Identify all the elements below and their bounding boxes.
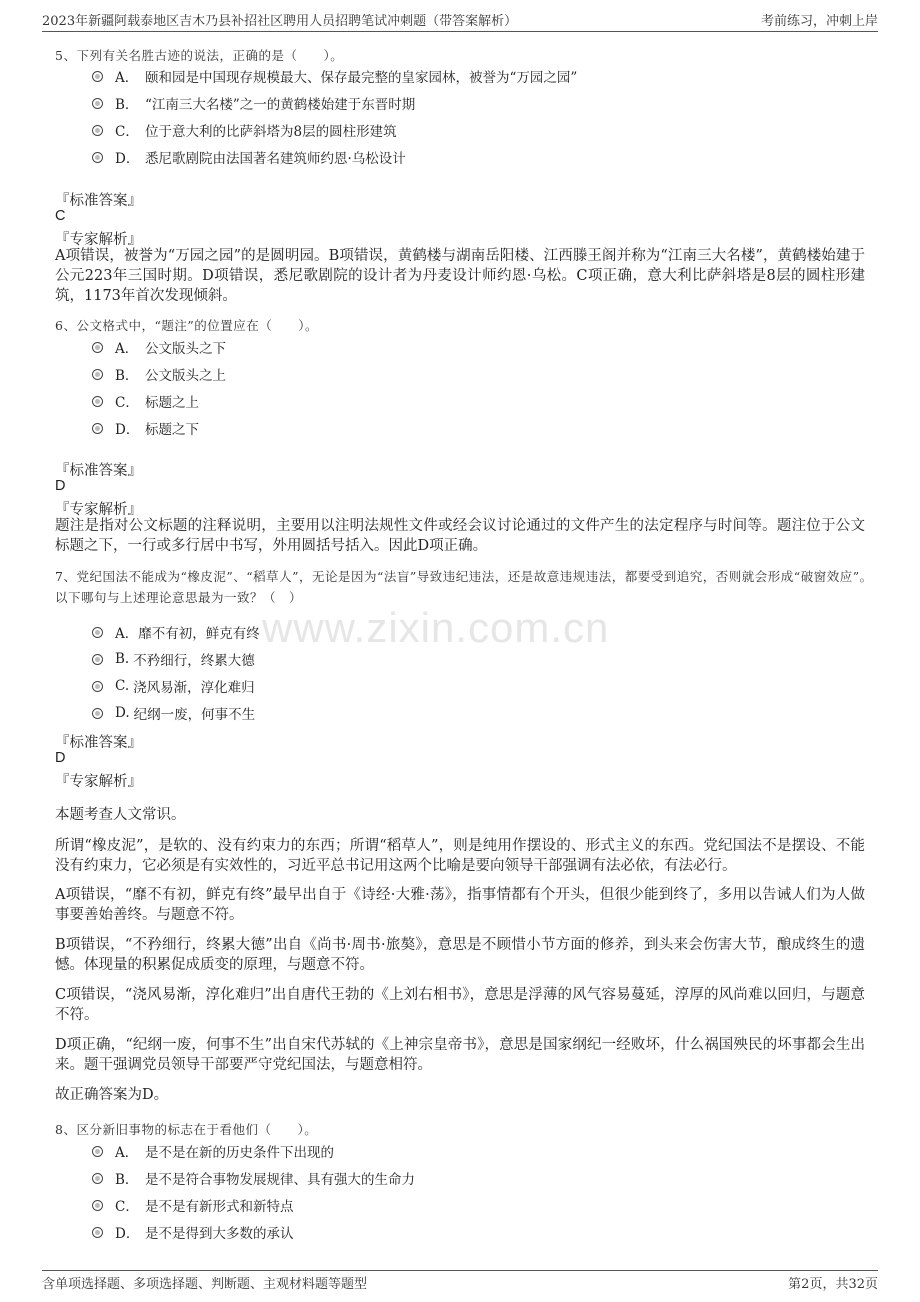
q5-option-d[interactable]: D． 悉尼歌剧院由法国著名建筑师约恩·乌松设计 (92, 147, 406, 167)
q8-option-c[interactable]: C． 是不是有新形式和新特点 (92, 1195, 294, 1215)
radio-icon[interactable] (92, 1146, 103, 1157)
q5-analysis-heading: 『专家解析』 (55, 232, 142, 248)
q5-option-b[interactable]: B． “江南三大名楼”之一的黄鹤楼始建于东晋时期 (92, 93, 415, 113)
q7-analysis-p7: 故正确答案为D。 (55, 1087, 169, 1103)
radio-icon[interactable] (92, 627, 103, 638)
radio-icon[interactable] (92, 1173, 103, 1184)
radio-icon[interactable] (92, 396, 103, 407)
question-8-stem: 8、区分新旧事物的标志在于看他们（ ）。 (55, 1122, 318, 1137)
question-6-stem: 6、公文格式中，“题注”的位置应在（ ）。 (55, 318, 318, 333)
radio-icon[interactable] (92, 654, 103, 665)
radio-icon[interactable] (92, 708, 103, 719)
q6-option-a[interactable]: A． 公文版头之下 (92, 337, 226, 357)
radio-icon[interactable] (92, 125, 103, 136)
q7-option-a[interactable]: A． 靡不有初，鲜克有终 (92, 622, 260, 642)
q7-answer-heading: 『标准答案』 (55, 735, 142, 751)
header-divider (42, 31, 878, 32)
q5-answer-heading: 『标准答案』 (55, 193, 142, 209)
question-7-stem: 7、党纪国法不能成为“橡皮泥”、“稻草人”，无论是因为“法盲”导致违纪违法，还是故意违规违法，都要受到追究，否则就会形成“破窗效应”。以下哪句与上述理论意思最为一致？（ ） (55, 569, 873, 605)
radio-icon[interactable] (92, 369, 103, 380)
page-header-slogan: 考前练习，冲刺上岸 (760, 14, 878, 29)
q7-analysis-heading: 『专家解析』 (55, 774, 142, 790)
page-number: 第2页，共32页 (788, 1277, 878, 1292)
q7-analysis-p1: 本题考查人文常识。 (55, 807, 186, 823)
radio-icon[interactable] (92, 681, 103, 692)
watermark: www.zixin.com.cn (262, 604, 610, 651)
q6-option-d[interactable]: D． 标题之下 (92, 418, 199, 438)
footer-note: 含单项选择题、多项选择题、判断题、主观材料题等题型 (42, 1277, 368, 1292)
question-5-stem: 5、下列有关名胜古迹的说法，正确的是（ ）。 (55, 48, 344, 63)
q8-option-a[interactable]: A． 是不是在新的历史条件下出现的 (92, 1141, 334, 1161)
page-header-title: 2023年新疆阿载泰地区吉木乃县补招社区聘用人员招聘笔试冲刺题（带答案解析） (42, 14, 518, 29)
q7-analysis-p4: B项错误，“不矜细行，终累大德”出自《尚书·周书·旅獒》，意思是不顾惜小节方面的修养，到头来会伤害大节，酿成终生的遗憾。体现量的积累促成质变的原理，与题意不符。 (55, 937, 865, 973)
q6-answer-heading: 『标准答案』 (55, 463, 142, 479)
radio-icon[interactable] (92, 1227, 103, 1238)
q6-answer: D (55, 478, 66, 494)
radio-icon[interactable] (92, 1200, 103, 1211)
q5-answer: C (55, 208, 66, 224)
q6-option-b[interactable]: B． 公文版头之上 (92, 364, 226, 384)
q8-option-b[interactable]: B． 是不是符合事物发展规律、具有强大的生命力 (92, 1168, 415, 1188)
q6-analysis-heading: 『专家解析』 (55, 502, 142, 518)
q7-analysis-p2: 所谓“橡皮泥”，是软的、没有约束力的东西；所谓“稻草人”，则是纯用作摆设的、形式主义的东西。党纪国法不是摆设、不能没有约束力，它必须是有实效性的，习近平总书记用这两个比喻是要向领导干部强调有法必依，有法必行。 (55, 838, 865, 874)
q7-option-c[interactable]: C. 浇风易渐，淳化难归 (92, 676, 255, 696)
radio-icon[interactable] (92, 423, 103, 434)
radio-icon[interactable] (92, 98, 103, 109)
q7-analysis-p3: A项错误，“靡不有初，鲜克有终”最早出自于《诗经·大雅·荡》，指事情都有个开头，但很少能到终了，多用以告诫人们为人做事要善始善终。与题意不符。 (55, 887, 865, 923)
q7-analysis-p5: C项错误，“浇风易渐，淳化难归”出自唐代王勃的《上刘右相书》，意思是浮薄的风气容易蔓延，淳厚的风尚难以回归，与题意不符。 (55, 987, 865, 1023)
q7-option-b[interactable]: B. 不矜细行，终累大德 (92, 649, 255, 669)
q6-option-c[interactable]: C． 标题之上 (92, 391, 199, 411)
q6-analysis: 题注是指对公文标题的注释说明，主要用以注明法规性文件或经会议讨论通过的文件产生的法定程序与时间等。题注位于公文标题之下，一行或多行居中书写，外用圆括号括入。因此D项正确。 (55, 518, 865, 554)
q7-option-d[interactable]: D. 纪纲一废，何事不生 (92, 703, 255, 723)
q7-analysis-p6: D项正确，“纪纲一废，何事不生”出自宋代苏轼的《上神宗皇帝书》，意思是国家纲纪一经败坏，什么祸国殃民的坏事都会生出来。题干强调党员领导干部要严守党纪国法，与题意相符。 (55, 1037, 865, 1073)
radio-icon[interactable] (92, 342, 103, 353)
q5-option-c[interactable]: C． 位于意大利的比萨斜塔为8层的圆柱形建筑 (92, 120, 397, 140)
q7-answer: D (55, 750, 66, 766)
q8-option-d[interactable]: D． 是不是得到大多数的承认 (92, 1222, 294, 1242)
radio-icon[interactable] (92, 71, 103, 82)
q5-option-a[interactable]: A． 颐和园是中国现存规模最大、保存最完整的皇家园林，被誉为“万园之园” (92, 66, 577, 86)
q5-analysis: A项错误，被誉为“万园之园”的是圆明园。B项错误，黄鹤楼与湖南岳阳楼、江西滕王阁并称为“江南三大名楼”，黄鹤楼始建于公元223年三国时期。D项错误，悉尼歌剧院的设计者为丹麦设计师约恩·乌松。C项正确，意大利比萨斜塔是8层的圆柱形建筑，1173年首次发现倾斜。 (55, 248, 865, 304)
footer-divider (42, 1270, 878, 1271)
radio-icon[interactable] (92, 152, 103, 163)
